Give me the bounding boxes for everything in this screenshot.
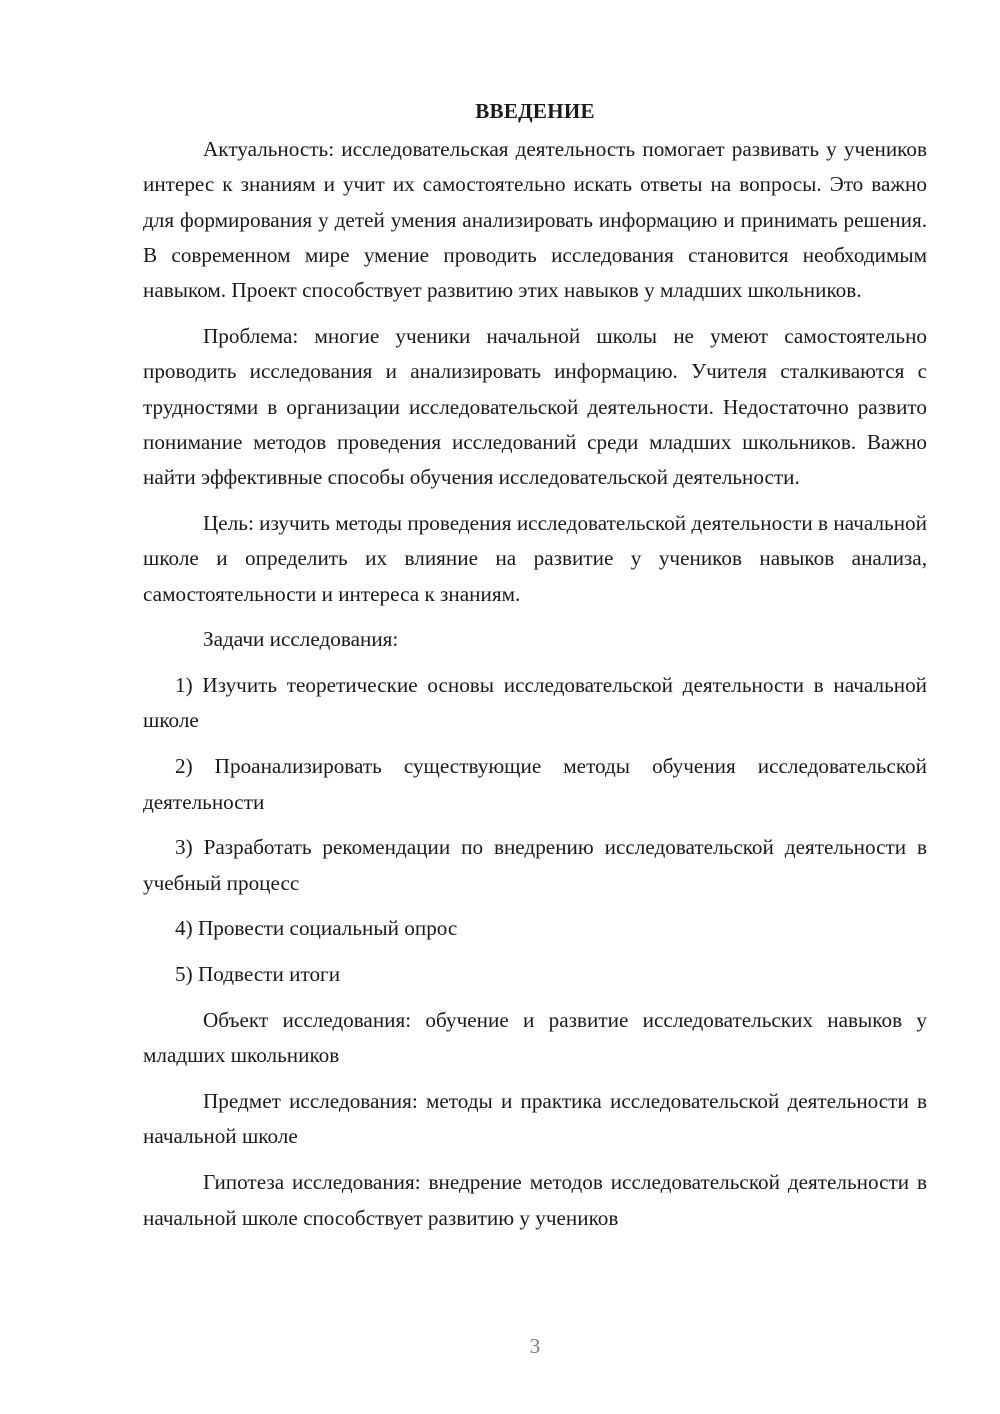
document-body xyxy=(143,94,927,1246)
goal-paragraph: Цель: изучить методы проведения исследовательской деятельности в начальной школе и определить их влияние на развитие у учеников навыков анализа, самостоятельности и интереса к знаниям. xyxy=(143,510,927,606)
task-item-4: 4) Провести социальный опрос xyxy=(175,916,458,941)
hypothesis-paragraph: Гипотеза исследования: внедрение методов исследовательской деятельности в начальной школе способствует развитию у учеников xyxy=(143,1170,927,1230)
object-paragraph: Объект исследования: обучение и развитие исследовательских навыков у младших школьников xyxy=(143,1008,927,1068)
task-item-3: 3) Разработать рекомендации по внедрению исследовательской деятельности в учебный процесс xyxy=(143,835,927,895)
page-title: ВВЕДЕНИЕ xyxy=(475,99,595,123)
page-number: 3 xyxy=(529,1334,541,1358)
subject-paragraph: Предмет исследования: методы и практика исследовательской деятельности в начальной школе xyxy=(143,1089,927,1149)
relevance-paragraph: Актуальность: исследовательская деятельность помогает развивать у учеников интерес к знаниям и учит их самостоятельно искать ответы на вопросы. Это важно для формирования у детей умения анализировать информацию и принимать решения. В современном мире умение проводить исследования становится необходимым навыком. Проект способствует развитию этих навыков у младших школьников. xyxy=(143,137,927,303)
tasks-heading: Задачи исследования: xyxy=(203,627,399,652)
task-item-1: 1) Изучить теоретические основы исследовательской деятельности в начальной школе xyxy=(143,673,927,733)
task-item-5: 5) Подвести итоги xyxy=(175,962,341,987)
task-item-2: 2) Проанализировать существующие методы обучения исследовательской деятельности xyxy=(143,754,927,814)
problem-paragraph: Проблема: многие ученики начальной школы не умеют самостоятельно проводить исследования и анализировать информацию. Учителя сталкиваются с трудностями в организации исследовательской деятельности. Недостаточно развито понимание методов проведения исследований среди младших школьников. Важно найти эффективные способы обучения исследовательской деятельности. xyxy=(143,323,927,490)
